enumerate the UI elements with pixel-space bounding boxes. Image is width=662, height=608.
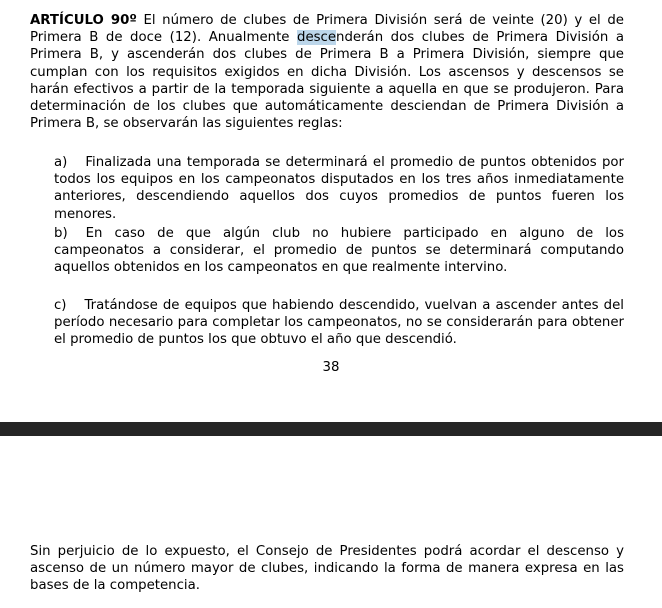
rule-item-b [54, 225, 624, 277]
selected-text-highlight[interactable]: desce [297, 30, 337, 46]
page-number: 38 [322, 360, 340, 375]
article-text-rest: nderán dos clubes de Primera División a Primera B, y ascenderán dos clubes de Primera B a Primera División, siempre que cumplan con los requisitos exigidos en dicha División. Los ascensos y descensos se harán efectivos a partir de la temporada siguiente a aquella en que se produjeron. Para determinación de los clubes que automáticamente desciendan de Primera División a Primera B, se observarán las siguientes reglas: [30, 30, 624, 132]
page-separator [0, 422, 662, 436]
rule-text: Tratándose de equipos que habiendo descendido, vuelvan a ascender antes del período necesario para completar los campeonatos, no se considerarán para obtener el promedio de puntos los que obtuvo el año que descendió. [54, 298, 624, 348]
rule-letter: b) [54, 226, 68, 241]
article-heading: ARTÍCULO 90º [30, 13, 137, 28]
bottom-paragraph: Sin perjuicio de lo expuesto, el Consejo de Presidentes podrá acordar el descenso y ascenso de un número mayor de clubes, indicando la forma de manera expresa en las bases de la competencia. [30, 544, 624, 594]
rule-text: En caso de que algún club no hubiere participado en alguno de los campeonatos a considerar, el promedio de puntos se determinará computando aquellos obtenidos en los campeonatos en que realmente intervino. [54, 226, 624, 276]
rule-item-c [54, 297, 624, 349]
rule-letter: c) [54, 298, 67, 313]
rule-text: Finalizada una temporada se determinará el promedio de puntos obtenidos por todos los equipos en los campeonatos disputados en los tres años inmediatamente anteriores, descendiendo aquellos dos cuyos promedios de puntos fueren los menores. [54, 155, 624, 222]
article-text-start: El número de clubes de Primera División será de veinte (20) y el de Primera B de doce (12). Anualmente [30, 13, 624, 46]
article-paragraph [30, 12, 624, 132]
rule-letter: a) [54, 155, 68, 170]
rule-item-a [54, 154, 624, 223]
